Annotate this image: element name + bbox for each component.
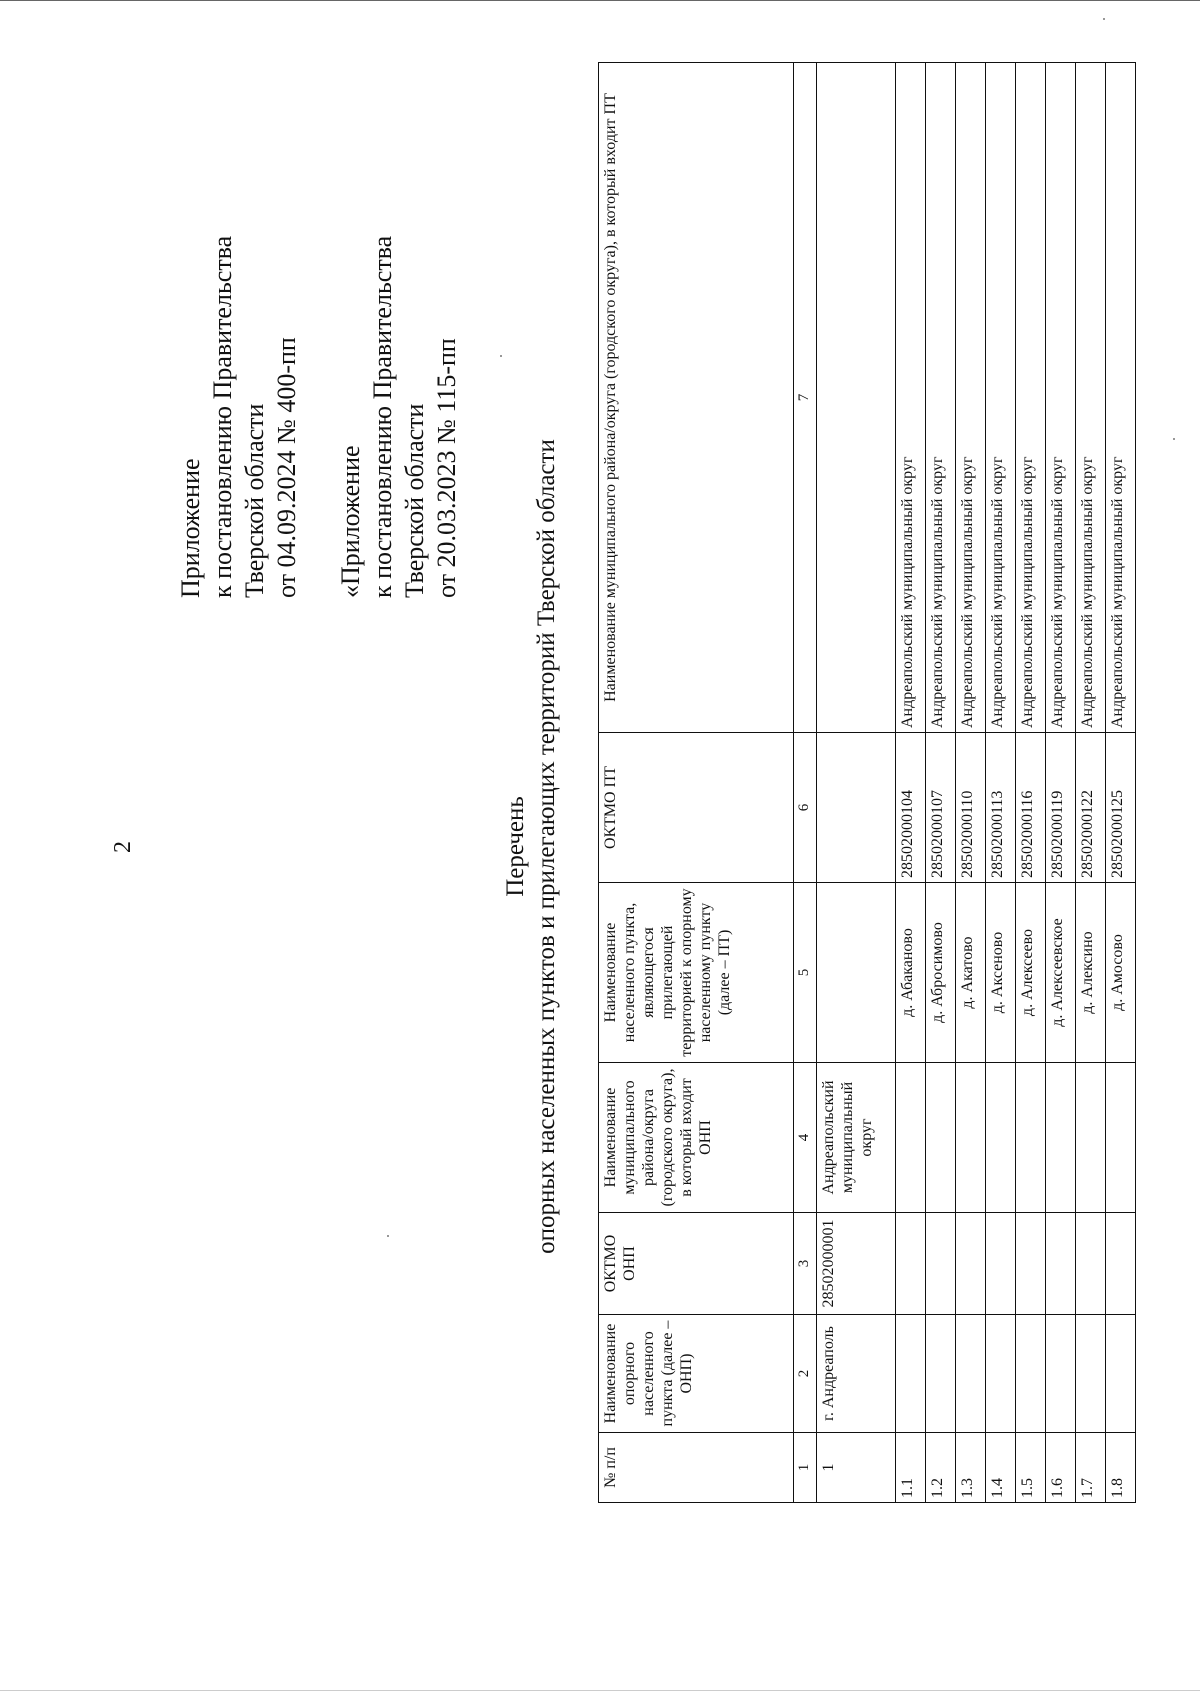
scan-speck bbox=[1103, 18, 1105, 20]
row-number: 1.2 bbox=[926, 1433, 956, 1503]
empty-cell bbox=[986, 1315, 1016, 1433]
empty-cell bbox=[986, 1063, 1016, 1213]
table-row bbox=[1076, 63, 1106, 1503]
appendix-line: Приложение bbox=[176, 458, 205, 598]
row-district: Андреапольский муниципальный округ bbox=[1076, 63, 1106, 733]
row-district: Андреапольский муниципальный округ bbox=[896, 63, 926, 733]
empty-cell bbox=[896, 1315, 926, 1433]
appendix-line: к постановлению Правительства bbox=[208, 235, 237, 598]
empty-cell bbox=[1016, 1213, 1046, 1315]
empty-cell bbox=[817, 63, 896, 733]
header-cell: Наименование муниципального района/округа (городского округа), в который входит ПТ bbox=[599, 63, 794, 733]
column-number: 6 bbox=[794, 733, 817, 883]
empty-cell bbox=[1016, 1063, 1046, 1213]
table-row bbox=[1106, 63, 1136, 1503]
empty-cell bbox=[1106, 1213, 1136, 1315]
empty-cell bbox=[926, 1213, 956, 1315]
table-header-row bbox=[599, 63, 794, 1503]
table-row bbox=[926, 63, 956, 1503]
column-number: 7 bbox=[794, 63, 817, 733]
header-cell: ОКТМО ПТ bbox=[599, 733, 794, 883]
empty-cell bbox=[1046, 1315, 1076, 1433]
title-line: Перечень bbox=[502, 796, 529, 897]
row-pt-name: д. Акатово bbox=[956, 883, 986, 1063]
table-row bbox=[986, 63, 1016, 1503]
settlements-table bbox=[598, 62, 1136, 1503]
empty-cell bbox=[896, 1213, 926, 1315]
row-number: 1.1 bbox=[896, 1433, 926, 1503]
row-oktmo: 28502000113 bbox=[986, 733, 1016, 883]
row-pt-name: д. Абаканово bbox=[896, 883, 926, 1063]
row-number: 1.6 bbox=[1046, 1433, 1076, 1503]
scan-speck bbox=[1173, 438, 1175, 440]
row-oktmo: 28502000116 bbox=[1016, 733, 1046, 883]
empty-cell bbox=[956, 1063, 986, 1213]
empty-cell bbox=[817, 883, 896, 1063]
header-cell: Наименование муниципального района/округа (городского округа), в который входит ОНП bbox=[599, 1063, 794, 1213]
header-cell: Наименование опорного населенного пункта (далее – ОНП) bbox=[599, 1315, 794, 1433]
row-district: Андреапольский муниципальный округ bbox=[1016, 63, 1046, 733]
column-number-row bbox=[794, 63, 817, 1503]
group-district: Андреапольский муниципальный округ bbox=[817, 1063, 896, 1213]
empty-cell bbox=[1106, 1315, 1136, 1433]
page-number: 2 bbox=[110, 841, 136, 853]
row-oktmo: 28502000104 bbox=[896, 733, 926, 883]
header-cell: № п/п bbox=[599, 1433, 794, 1503]
row-oktmo: 28502000122 bbox=[1076, 733, 1106, 883]
empty-cell bbox=[817, 733, 896, 883]
row-pt-name: д. Алексино bbox=[1076, 883, 1106, 1063]
row-pt-name: д. Алексеево bbox=[1016, 883, 1046, 1063]
row-pt-name: д. Абросимово bbox=[926, 883, 956, 1063]
row-number: 1.7 bbox=[1076, 1433, 1106, 1503]
appendix-spacer bbox=[303, 236, 335, 598]
scan-speck bbox=[500, 355, 502, 357]
group-number: 1 bbox=[817, 1433, 896, 1503]
row-oktmo: 28502000110 bbox=[956, 733, 986, 883]
row-district: Андреапольский муниципальный округ bbox=[1046, 63, 1076, 733]
row-district: Андреапольский муниципальный округ bbox=[926, 63, 956, 733]
row-oktmo: 28502000125 bbox=[1106, 733, 1136, 883]
empty-cell bbox=[956, 1213, 986, 1315]
header-cell: ОКТМО ОНП bbox=[599, 1213, 794, 1315]
empty-cell bbox=[896, 1063, 926, 1213]
row-district: Андреапольский муниципальный округ bbox=[986, 63, 1016, 733]
appendix-line: «Приложение bbox=[336, 445, 365, 598]
row-district: Андреапольский муниципальный округ bbox=[1106, 63, 1136, 733]
group-onp-name: г. Андреаполь bbox=[817, 1315, 896, 1433]
row-pt-name: д. Аксеново bbox=[986, 883, 1016, 1063]
column-number: 1 bbox=[794, 1433, 817, 1503]
appendix-block bbox=[175, 236, 463, 598]
table-row bbox=[1046, 63, 1076, 1503]
row-pt-name: д. Амосово bbox=[1106, 883, 1136, 1063]
table-row bbox=[956, 63, 986, 1503]
row-oktmo: 28502000119 bbox=[1046, 733, 1076, 883]
group-oktmo: 28502000001 bbox=[817, 1213, 896, 1315]
empty-cell bbox=[926, 1063, 956, 1213]
header-cell: Наименование населенного пункта, являющегося прилегающей территорией к опорному населенному пункту (далее – ПТ) bbox=[599, 883, 794, 1063]
row-number: 1.5 bbox=[1016, 1433, 1046, 1503]
title-line: опорных населенных пунктов и прилегающих территорий Тверской области bbox=[533, 439, 560, 1254]
empty-cell bbox=[926, 1315, 956, 1433]
empty-cell bbox=[1016, 1315, 1046, 1433]
appendix-line: от 20.03.2023 № 115-пп bbox=[432, 338, 461, 598]
empty-cell bbox=[956, 1315, 986, 1433]
row-number: 1.3 bbox=[956, 1433, 986, 1503]
empty-cell bbox=[1076, 1063, 1106, 1213]
empty-cell bbox=[1046, 1063, 1076, 1213]
empty-cell bbox=[1106, 1063, 1136, 1213]
column-number: 5 bbox=[794, 883, 817, 1063]
column-number: 4 bbox=[794, 1063, 817, 1213]
appendix-line: к постановлению Правительства bbox=[368, 235, 397, 598]
table-row bbox=[896, 63, 926, 1503]
empty-cell bbox=[1046, 1213, 1076, 1315]
appendix-line: Тверской области bbox=[240, 403, 269, 598]
row-district: Андреапольский муниципальный округ bbox=[956, 63, 986, 733]
row-number: 1.4 bbox=[986, 1433, 1016, 1503]
row-number: 1.8 bbox=[1106, 1433, 1136, 1503]
document-title bbox=[500, 0, 562, 1693]
table-row bbox=[1016, 63, 1046, 1503]
scan-speck bbox=[387, 1235, 389, 1237]
empty-cell bbox=[986, 1213, 1016, 1315]
empty-cell bbox=[1076, 1315, 1106, 1433]
group-row bbox=[817, 63, 896, 1503]
column-number: 2 bbox=[794, 1315, 817, 1433]
appendix-line: Тверской области bbox=[400, 403, 429, 598]
row-pt-name: д. Алексеевское bbox=[1046, 883, 1076, 1063]
empty-cell bbox=[1076, 1213, 1106, 1315]
appendix-line: от 04.09.2024 № 400-пп bbox=[272, 337, 301, 598]
column-number: 3 bbox=[794, 1213, 817, 1315]
row-oktmo: 28502000107 bbox=[926, 733, 956, 883]
